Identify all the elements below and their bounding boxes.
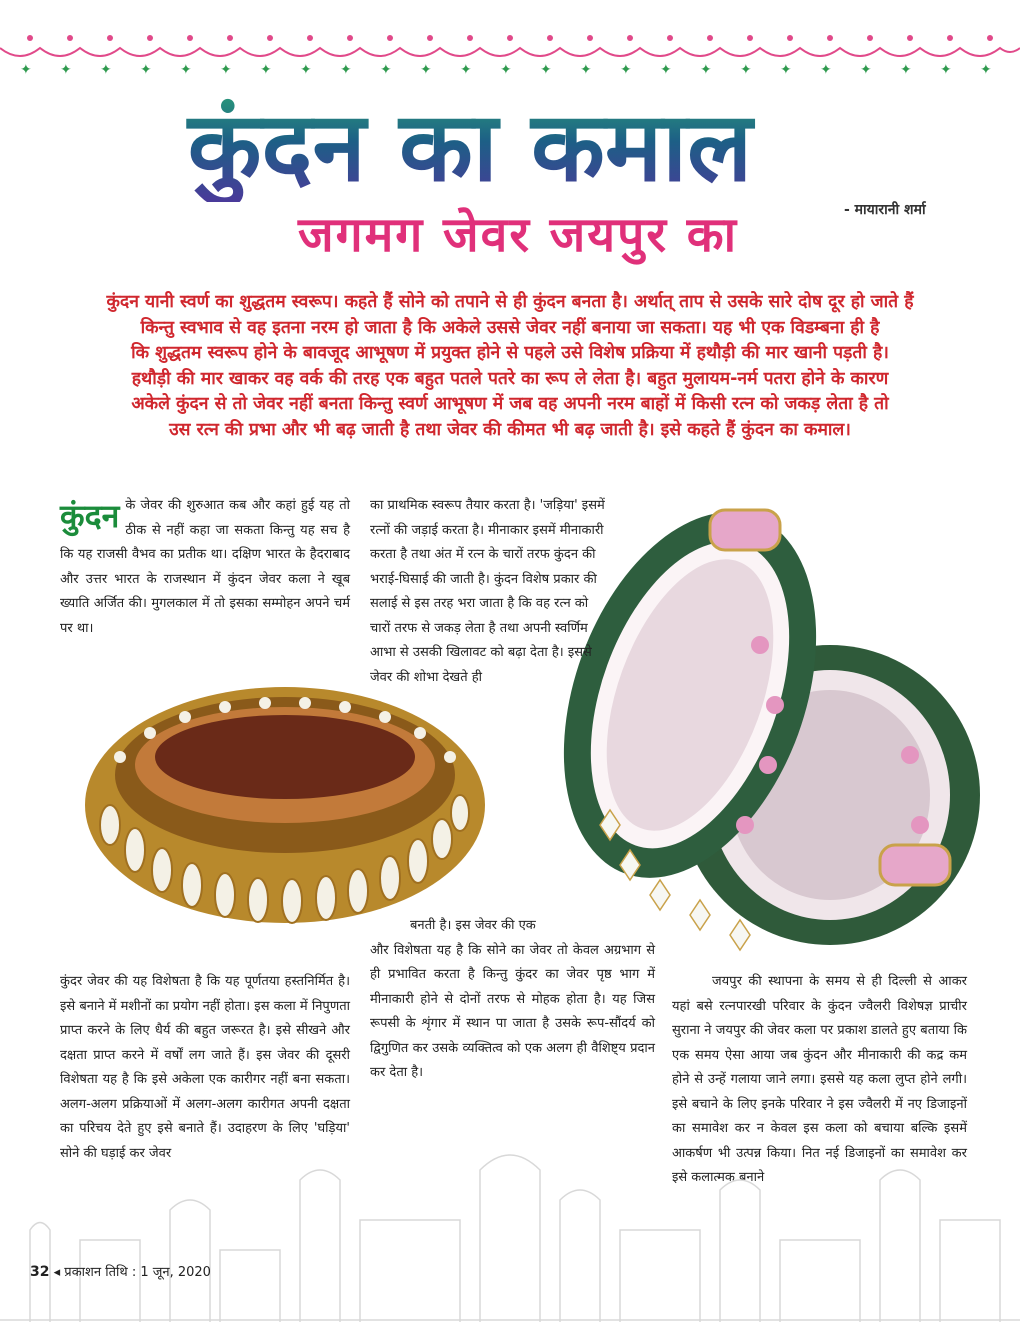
- svg-text:✦: ✦: [820, 62, 832, 78]
- svg-text:✦: ✦: [340, 62, 352, 78]
- body-column-2-top: [370, 494, 610, 690]
- page-title: कुंदन का कमाल: [150, 92, 790, 202]
- body-text: और विशेषता यह है कि सोने का जेवर तो केवल अग्रभाग से ही प्रभावित करता है किन्तु कुंदर का जेवर पृष्ठ भाग में मीनाकारी होने से दोनों तरफ से मोहक होता है। यह जिस रूपसी के शृंगार में स्थान पा जाता है उसके रूप-सौंदर्य को द्विगुणित कर उसके व्यक्तित्व को एक अलग ही वैशिष्ट्य प्रदान कर देता है।: [370, 942, 655, 1080]
- decorative-top-border: [0, 30, 1020, 80]
- body-text: राजसी वैभव का प्रतीक था। दक्षिण भारत के हैदराबाद और उत्तर भारत के राजस्थान में कुंदन जेवर कला ने खूब ख्याति अर्जित की। मुगलकाल में तो इसका सम्मोहन अपने चर्म पर था।: [60, 547, 350, 636]
- svg-text:✦: ✦: [860, 62, 872, 78]
- svg-text:✦: ✦: [420, 62, 432, 78]
- svg-text:✦: ✦: [540, 62, 552, 78]
- svg-text:✦: ✦: [260, 62, 272, 78]
- svg-text:✦: ✦: [460, 62, 472, 78]
- body-text: बनती है। इस जेवर की एक: [410, 918, 536, 933]
- svg-text:✦: ✦: [500, 62, 512, 78]
- svg-text:✦: ✦: [660, 62, 672, 78]
- intro-line: अकेले कुंदन से तो जेवर नहीं बनता किन्तु स्वर्ण आभूषण में जब वह अपनी नरम बाहों में किसी रत्न को जकड़ लेता है तो: [131, 394, 889, 414]
- publication-date: प्रकाशन तिथि : 1 जून, 2020: [64, 1265, 211, 1280]
- body-text: जयपुर की स्थापना के समय से ही दिल्ली से आकर यहां बसे रत्नपारखी परिवार के कुंदन ज्वैलरी विशेषज्ञ प्राचीर सुराना ने जयपुर की जेवर कला पर प्रकाश डालते हुए बताया कि एक समय ऐसा आया जब कुंदन और मीनाकारी की कद्र कम होने से उन्हें गलाया जाने लगा। इससे यह कला लुप्त होने लगी। इसे बचाने के लिए इनके परिवार ने इस ज्वैलरी में नए डिजाइनों का समावेश कर न केवल इस कला को बचाया बल्कि इसमें आकर्षण भी उत्पन्न किया। नित नई डिजाइनों का समावेश कर इसे कलात्मक बनाने: [672, 974, 967, 1185]
- svg-text:✦: ✦: [740, 62, 752, 78]
- svg-text:✦: ✦: [220, 62, 232, 78]
- author-byline: - मायारानी शर्मा: [844, 202, 926, 218]
- body-column-2-bottom: [370, 914, 655, 1086]
- svg-text:✦: ✦: [20, 62, 32, 78]
- svg-text:✦: ✦: [180, 62, 192, 78]
- svg-text:✦: ✦: [980, 62, 992, 78]
- svg-text:✦: ✦: [300, 62, 312, 78]
- page-number: 32: [30, 1264, 50, 1280]
- svg-text:✦: ✦: [940, 62, 952, 78]
- arrow-icon: ◂: [53, 1265, 61, 1280]
- page-footer: [30, 1262, 211, 1280]
- svg-text:✦: ✦: [140, 62, 152, 78]
- dropcap-word: कुंदन: [60, 497, 120, 535]
- body-text: कुंदर जेवर की यह विशेषता है कि यह पूर्णतया हस्तनिर्मित है। इसे बनाने में मशीनों का प्रयोग नहीं होता। इस कला में निपुणता प्राप्त करने के लिए धैर्य की बहुत जरूरत है। इसे सीखने और दक्षता प्राप्त करने में वर्षों लग जाते हैं। इस जेवर की दूसरी विशेषता यह है कि इसे अकेला एक कारीगर नहीं बना सकता। अलग-अलग प्रक्रियाओं में अलग-अलग कारीगत अपनी दक्षता का परिचय देते हुए इसे बनाते हैं। उदाहरण के लिए 'घड़िया' सोने की घड़ाई कर जेवर: [60, 974, 350, 1161]
- page-subtitle: जगमग जेवर जयपुर का: [297, 207, 739, 263]
- svg-text:✦: ✦: [100, 62, 112, 78]
- body-column-1-top: [60, 494, 350, 641]
- intro-line: कि शुद्धतम स्वरूप होने के बावजूद आभूषण में प्रयुक्त होने से पहले उसे विशेष प्रक्रिया में हथौड़ी की मार खानी पड़ती है।: [131, 343, 889, 363]
- intro-line: उस रत्न की प्रभा और भी बढ़ जाती है तथा जेवर की कीमत भी बढ़ जाती है। इसे कहते हैं कुंदन का कमाल।: [169, 419, 851, 440]
- svg-text:✦: ✦: [900, 62, 912, 78]
- svg-text:✦: ✦: [620, 62, 632, 78]
- jaipur-skyline-illustration: [0, 1120, 1020, 1322]
- intro-line: हथौड़ी की मार खाकर वह वर्क की तरह एक बहुत पतले पतरे का रूप ले लेता है। बहुत मुलायम-नर्म पतरा होने के कारण: [131, 368, 889, 389]
- svg-text:✦: ✦: [700, 62, 712, 78]
- svg-text:✦: ✦: [580, 62, 592, 78]
- gold-bangle-image: [85, 687, 485, 923]
- svg-text:✦: ✦: [780, 62, 792, 78]
- intro-line: कुंदन यानी स्वर्ण का शुद्धतम स्वरूप। कहते हैं सोने को तपाने से ही कुंदन बनता है। अर्थात् ताप से उसके सारे दोष दूर हो जाते हैं: [106, 292, 914, 312]
- svg-text:✦: ✦: [60, 62, 72, 78]
- intro-line: किन्तु स्वभाव से वह इतना नरम हो जाता है कि अकेले उससे जेवर नहीं बनाया जा सकता। यह भी एक विडम्बना ही है: [140, 317, 880, 338]
- intro-paragraph: [70, 290, 950, 443]
- body-text: का प्राथमिक स्वरूप तैयार करता है। 'जड़िया' इसमें रत्नों की जड़ाई करता है। मीनाकार इसमें मीनाकारी करता है तथा अंत में रत्न के चारों तरफ कुंदन की भराई-घिसाई की जाती है। कुंदन विशेष प्रकार की सलाई से इस तरह भरा जाता है कि वह रत्न को चारों तरफ से जकड़ लेता है तथा अपनी स्वर्णिम आभा से उसकी खिलावट को बढ़ा देता है। इससे जेवर की शोभा देखते ही: [370, 498, 605, 685]
- svg-text:✦: ✦: [380, 62, 392, 78]
- body-text: के जेवर की शुरुआत कब और कहां हुई यह तो ठीक से नहीं कहा जा सकता किन्तु यह सच है कि यह: [60, 498, 350, 562]
